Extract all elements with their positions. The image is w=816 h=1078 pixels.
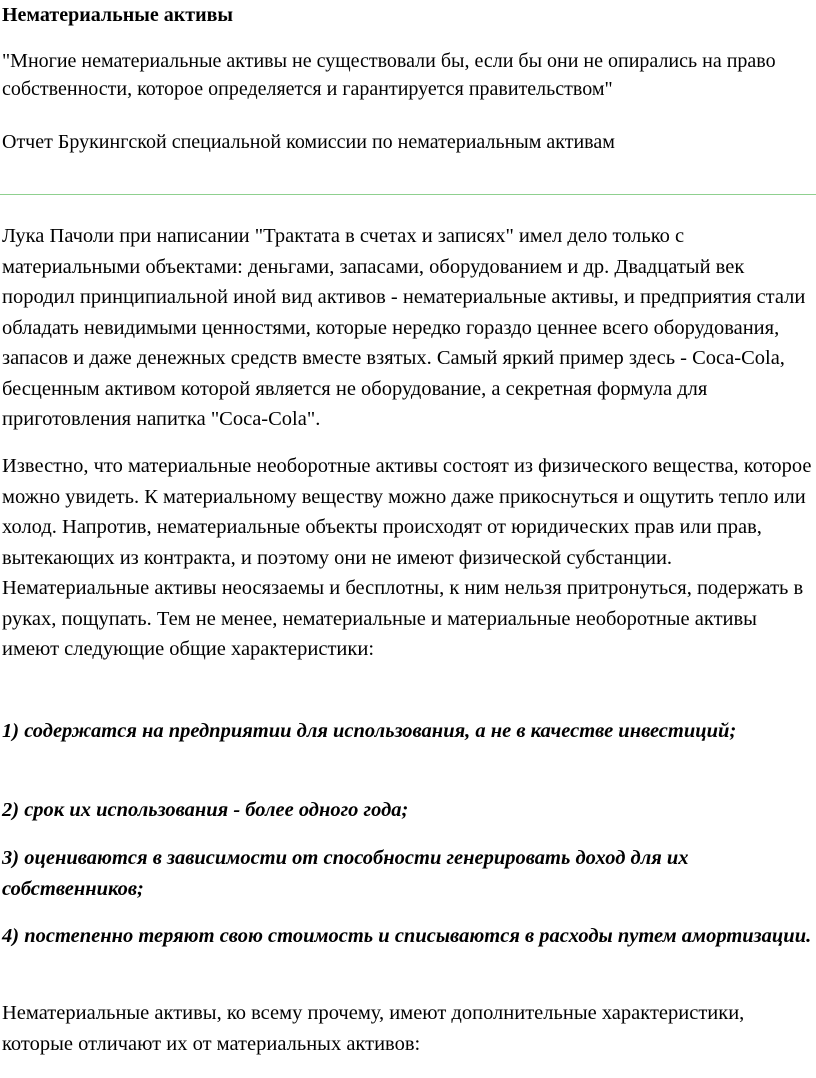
- feature-item: 3) оцениваются в зависимости от способности генерировать доход для их собственников;: [2, 847, 689, 900]
- section-divider: [0, 194, 816, 195]
- page-title: Нематериальные активы: [2, 4, 234, 26]
- paragraph: Нематериальные активы, ко всему прочему, имеют дополнительные характеристики, которые отличают их от материальных активов:: [2, 1002, 745, 1055]
- epigraph-quote: "Многие нематериальные активы не существовали бы, если бы они не опирались на право собственности, которое определяется и гарантируется правительством": [2, 50, 776, 100]
- epigraph-source: Отчет Брукингской специальной комиссии по нематериальным активам: [2, 131, 615, 153]
- feature-item: 4) постепенно теряют свою стоимость и списываются в расходы путем амортизации.: [2, 925, 812, 947]
- feature-item: 1) содержатся на предприятии для использования, а не в качестве инвестиций;: [2, 720, 737, 742]
- paragraph: Лука Пачоли при написании "Трактата в счетах и записях" имел дело только с материальными объектами: деньгами, запасами, оборудованием и др. Двадцатый век породил принципиальной иной вид активов - нематериальные активы, и предприятия стали обладать невидимыми ценностями, которые нередко гораздо ценнее всего оборудования, запасов и даже денежных средств вместе взятых. Самый яркий пример здесь - Coca-Cola, бесценным активом которой является не оборудование, а секретная формула для приготовления напитка "Coca-Cola".: [2, 225, 806, 430]
- feature-item: 2) срок их использования - более одного года;: [2, 799, 409, 821]
- paragraph: Известно, что материальные необоротные активы состоят из физического вещества, которое можно увидеть. К материальному веществу можно даже прикоснуться и ощутить тепло или холод. Напротив, нематериальные объекты происходят от юридических прав или прав, вытекающих из контракта, и поэтому они не имеют физической субстанции. Нематериальные активы неосязаемы и бесплотны, к ним нельзя притронуться, подержать в руках, пощупать. Тем не менее, нематериальные и материальные необоротные активы имеют следующие общие характеристики:: [2, 455, 812, 660]
